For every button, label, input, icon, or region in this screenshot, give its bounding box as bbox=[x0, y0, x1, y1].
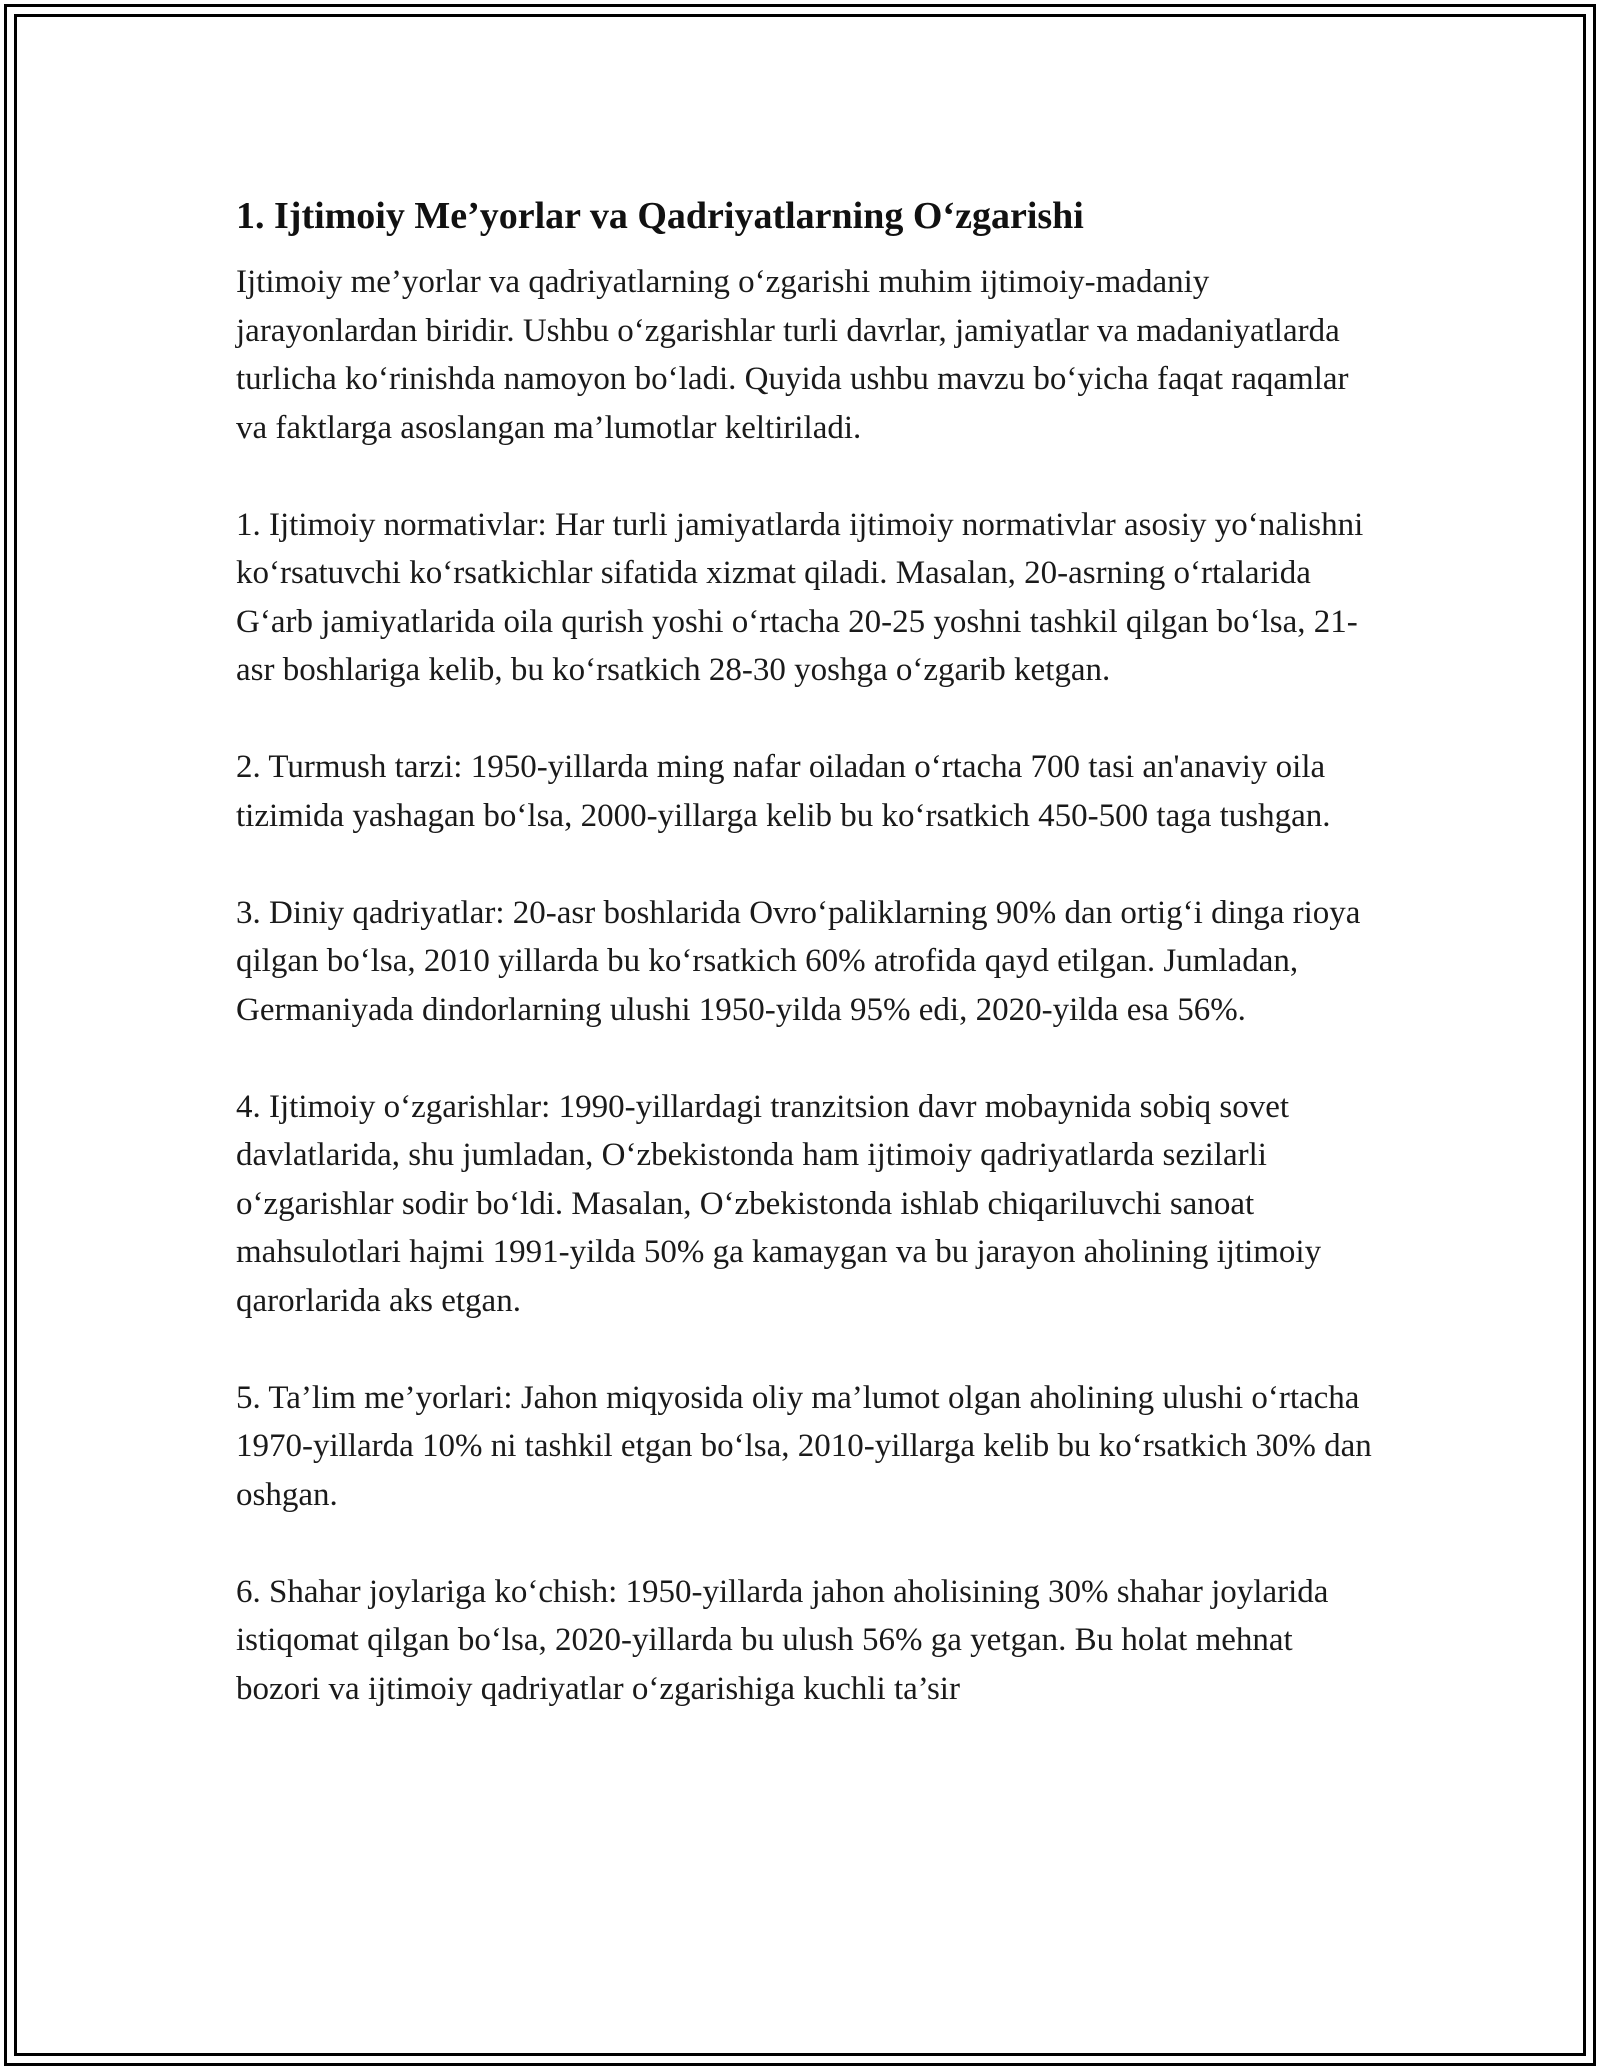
paragraph-religious-values: 3. Diniy qadriyatlar: 20-asr boshlarida Ovro‘paliklarning 90% dan ortig‘i dinga rioya qilgan bo‘lsa, 2010 yillarda bu ko‘rsatkich 60% atrofida qayd etilgan. Jumladan, Germaniyada dindorlarning ulushi 1950-yilda 95% edi, 2020-yilda esa 56%. bbox=[236, 894, 1361, 1028]
paragraph-social-changes: 4. Ijtimoiy o‘zgarishlar: 1990-yillardagi tranzitsion davr mobaynida sobiq sovet davlatlarida, shu jumladan, O‘zbekistonda ham ijtimoiy qadriyatlarda sezilarli o‘zgarishlar sodir bo‘ldi. Masalan, O‘zbekistonda ishlab chiqariluvchi sanoat mahsulotlari hajmi 1991-yilda 50% ga kamaygan va bu jarayon aholining ijtimoiy qarorlarida aks etgan. bbox=[236, 1088, 1322, 1319]
document-body bbox=[236, 188, 1376, 1713]
paragraph-social-norms: 1. Ijtimoiy normativlar: Har turli jamiyatlarda ijtimoiy normativlar asosiy yo‘nalishni ko‘rsatuvchi ko‘rsatkichlar sifatida xizmat qiladi. Masalan, 20-asrning o‘rtalarida G‘arb jamiyatlarida oila qurish yoshi o‘rtacha 20-25 yoshni tashkil qilgan bo‘lsa, 21-asr boshlariga kelib, bu ko‘rsatkich 28-30 yoshga o‘zgarib ketgan. bbox=[236, 506, 1364, 688]
document-title: 1. Ijtimoiy Me’yorlar va Qadriyatlarning O‘zgarishi bbox=[236, 195, 1084, 237]
paragraph-lifestyle: 2. Turmush tarzi: 1950-yillarda ming nafar oiladan o‘rtacha 700 tasi an'anaviy oila tizimida yashagan bo‘lsa, 2000-yillarga kelib bu ko‘rsatkich 450-500 taga tushgan. bbox=[236, 749, 1331, 834]
paragraph-urbanization: 6. Shahar joylariga ko‘chish: 1950-yillarda jahon aholisining 30% shahar joylarida istiqomat qilgan bo‘lsa, 2020-yillarda bu ulush 56% ga yetgan. Bu holat mehnat bozori va ijtimoiy qadriyatlar o‘zgarishiga kuchli ta’sir bbox=[236, 1573, 1329, 1707]
intro-paragraph: Ijtimoiy me’yorlar va qadriyatlarning o‘zgarishi muhim ijtimoiy-madaniy jarayonlardan biridir. Ushbu o‘zgarishlar turli davrlar, jamiyatlar va madaniyatlarda turlicha ko‘rinishda namoyon bo‘ladi. Quyida ushbu mavzu bo‘yicha faqat raqamlar va faktlarga asoslangan ma’lumotlar keltiriladi. bbox=[236, 264, 1349, 446]
paragraph-education-norms: 5. Ta’lim me’yorlari: Jahon miqyosida oliy ma’lumot olgan aholining ulushi o‘rtacha 1970-yillarda 10% ni tashkil etgan bo‘lsa, 2010-yillarga kelib bu ko‘rsatkich 30% dan oshgan. bbox=[236, 1379, 1372, 1513]
